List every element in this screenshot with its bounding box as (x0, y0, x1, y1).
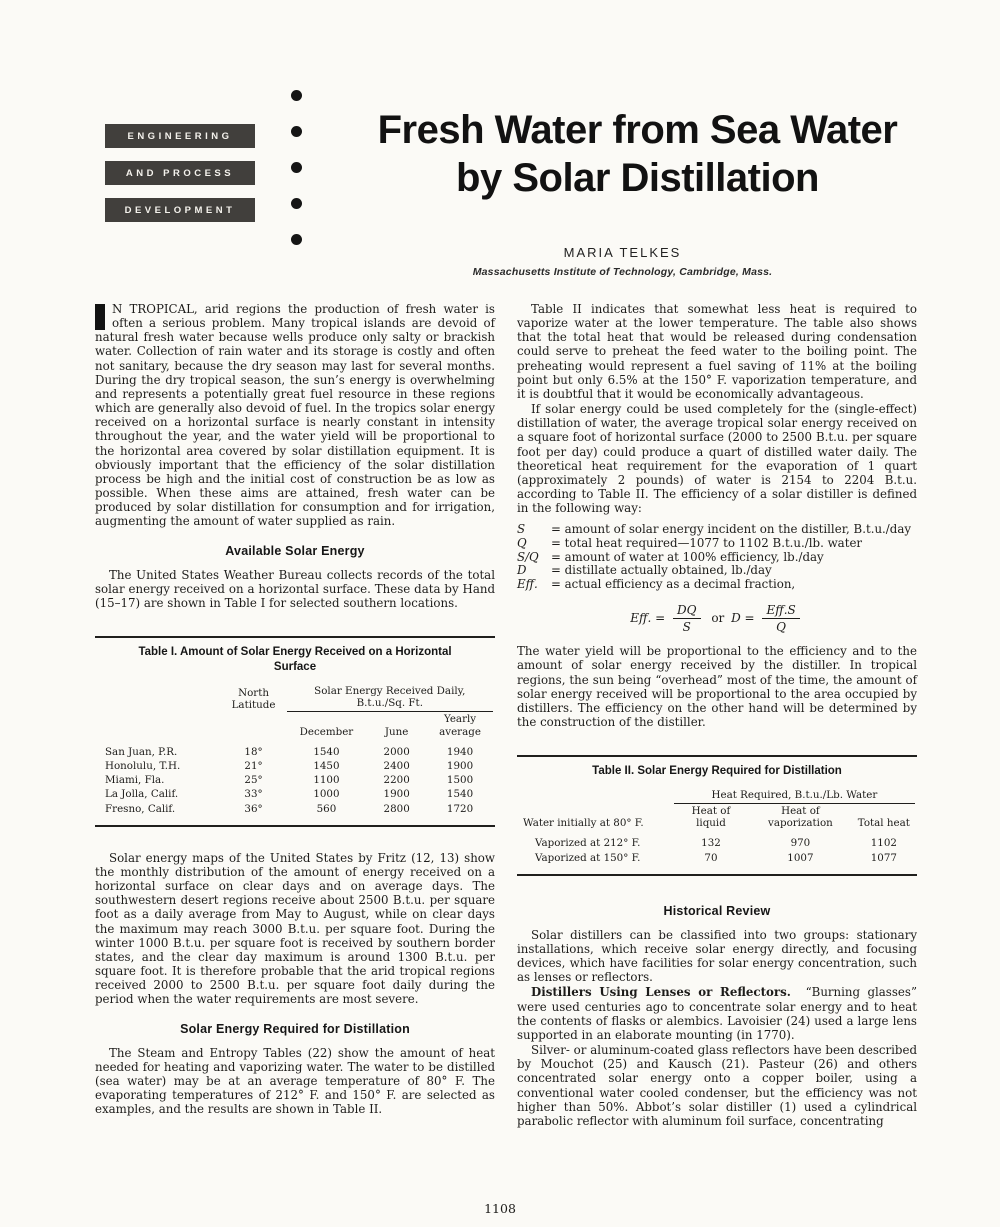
table-2-group-header: Heat Required, B.t.u./Lb. Water (674, 788, 915, 804)
table-row (97, 802, 493, 816)
cell-latitude: 21° (244, 760, 263, 773)
cell-june: 2800 (383, 802, 410, 815)
bullet-dot-icon (291, 90, 302, 101)
definition-text: = total heat required—1077 to 1102 B.t.u./lb. water (551, 535, 863, 550)
cell-latitude: 25° (244, 774, 263, 787)
badge-and-process: AND PROCESS (105, 161, 255, 185)
bullet-dot-icon (291, 234, 302, 245)
paragraph-table2-indicates: Table II indicates that somewhat less heat is required to vaporize water at the lower temperature. The table also shows that the total heat that would be released during condensation could serve to preheat the feed water to the boiling point. The preheating would represent a fuel saving of 11% at the boiling point but only 6.5% at the 150° F. vaporization temperature, and it is doubtful that it would be economically advantageous. (517, 302, 917, 401)
definition-term: Q (517, 535, 527, 550)
cell-location: Miami, Fla. (105, 774, 165, 787)
cell-june: 2000 (383, 745, 410, 758)
equation-lhs2: D = (731, 611, 755, 626)
paragraph-silver-reflectors: Silver- or aluminum-coated glass reflectors have been described by Mouchot (25) and Kausch (21). Pasteur (26) and others concentrated solar energy onto a copper boiler, using a conventional water cooled condenser, but the efficiency was not higher than 50%. Abbot’s solar distiller (1) used a cylindrical parabolic reflector with aluminum foil surface, concentrating (517, 1043, 917, 1128)
article-title-line1: Fresh Water from Sea Water (377, 108, 898, 152)
section-badges (105, 124, 255, 235)
drop-cap (95, 304, 105, 330)
table-1-caption-line1: Table I. Amount of Solar Energy Received on a Horizontal (138, 645, 452, 658)
table-2-col-liquid: Heat of liquid (691, 804, 731, 830)
table-2 (517, 755, 917, 876)
table-row (97, 759, 493, 773)
paragraph-two-groups: Solar distillers can be classified into two groups: stationary installations, which receive solar energy directly, and focusing devices, which have facilities for solar energy concentration, such as lenses or reflectors. (517, 927, 917, 985)
article-title (330, 106, 945, 202)
intro-paragraph-text: N TROPICAL, arid regions the production of fresh water is often a serious problem. Many tropical islands are devoid of natural fresh water because wells produce only salty or brackish water. Collection of rain water and its storage is costly and often not sanitary, because the dry season may last for several months. During the dry tropical season, the sun’s energy is overwhelming and represents a potentially great fuel resource in these regions which are generally also devoid of fuel. In the tropics solar energy received on a horizontal surface is nearly constant in intensity throughout the year, and the water yield will be proportional to the horizontal area covered by solar distillation equipment. It is obviously important that the efficiency of the solar distillation process be high and the initial cost of construction be as low as possible. When these aims are attained, fresh water can be produced by solar distillation for consumption and for irrigation, augmenting the amount of water supplied as rain. (95, 302, 495, 529)
equation-lhs1: Eff. = (630, 611, 666, 626)
cell-december: 1540 (313, 745, 340, 758)
cell-december: 560 (316, 802, 337, 815)
table-2-grid (519, 788, 915, 865)
cell-june: 2400 (383, 760, 410, 773)
fraction-effs-q (762, 603, 799, 634)
cell-total-heat: 1102 (870, 837, 897, 850)
intro-paragraph (95, 302, 495, 529)
table-2-caption: Table II. Solar Energy Required for Distillation (592, 765, 842, 778)
cell-label: Vaporized at 212° F. (535, 837, 641, 850)
cell-location: Fresno, Calif. (105, 802, 176, 815)
definition-text: = distillate actually obtained, lb./day (551, 563, 772, 578)
cell-location: San Juan, P.R. (105, 745, 178, 758)
table-1-caption (97, 645, 493, 676)
badge-development: DEVELOPMENT (105, 198, 255, 222)
paragraph-lead: Distillers Using Lenses or Reflectors. (531, 985, 791, 1000)
definition-row (517, 551, 917, 565)
definition-term: D (517, 563, 527, 578)
definition-term: S/Q (517, 549, 539, 564)
cell-december: 1100 (313, 774, 340, 787)
table-1-group-header: Solar Energy Received Daily, B.t.u./Sq. Ft. (287, 684, 493, 712)
cell-june: 1900 (383, 788, 410, 801)
cell-heat-vaporization: 1007 (787, 851, 814, 864)
cell-location: La Jolla, Calif. (105, 788, 179, 801)
cell-yearly: 1540 (446, 788, 474, 801)
equation-or: or (711, 611, 725, 626)
cell-label: Vaporized at 150° F. (535, 851, 641, 864)
table-1-col-latitude: North Latitude (231, 686, 276, 711)
table-2-col-total: Total heat (857, 817, 910, 830)
badge-engineering: ENGINEERING (105, 124, 255, 148)
table-row (97, 745, 493, 759)
cell-yearly: 1720 (446, 802, 474, 815)
fraction-numerator: DQ (673, 603, 700, 619)
section-heading-available-solar-energy: Available Solar Energy (225, 543, 365, 558)
author-name: MARIA TELKES (563, 245, 682, 260)
definition-text: = actual efficiency as a decimal fraction, (551, 576, 796, 591)
table-1-caption-line2: Surface (273, 661, 317, 674)
article-header (0, 0, 1000, 302)
cell-heat-liquid: 132 (701, 837, 721, 850)
article-title-line2: by Solar Distillation (456, 156, 819, 200)
cell-latitude: 18° (244, 745, 263, 758)
table-1-grid (97, 684, 493, 816)
table-row (519, 836, 915, 850)
paragraph-weather-bureau: The United States Weather Bureau collects records of the total solar energy received on a horizontal surface. These data by Hand (15–17) are shown in Table I for selected southern locations. (95, 567, 495, 610)
cell-location: Honolulu, T.H. (105, 760, 181, 773)
cell-heat-vaporization: 970 (790, 837, 811, 850)
fraction-denominator: S (682, 620, 691, 635)
paragraph-water-yield: The water yield will be proportional to the efficiency and to the amount of solar energy received by the distiller. In tropical regions, the sun being “overhead” most of the time, the amount of solar energy received will be proportional to the area occupied by distillers. The efficiency on the other hand will be determined by the construction of the distiller. (517, 644, 917, 730)
cell-latitude: 36° (244, 802, 263, 815)
bullet-dot-icon (291, 198, 302, 209)
section-heading-solar-energy-required: Solar Energy Required for Distillation (180, 1021, 410, 1036)
cell-yearly: 1500 (446, 774, 474, 787)
definition-term: Eff. (517, 576, 538, 591)
cell-latitude: 33° (244, 788, 263, 801)
cell-december: 1450 (313, 760, 340, 773)
definition-list (517, 523, 917, 591)
table-1-stub-header (97, 684, 220, 712)
cell-total-heat: 1077 (870, 851, 897, 864)
efficiency-equation (517, 603, 917, 634)
cell-heat-liquid: 70 (704, 851, 718, 864)
cell-yearly: 1900 (446, 760, 474, 773)
fraction-numerator: Eff.S (762, 603, 799, 619)
table-1-col-december: December (299, 725, 354, 738)
definition-row (517, 578, 917, 592)
section-heading-historical-review: Historical Review (663, 903, 771, 918)
title-block (330, 106, 945, 202)
definition-row (517, 523, 917, 537)
bullet-dot-icon (291, 162, 302, 173)
paragraph-lead-rest: “Burning glasses” were used centuries ago to concentrate solar energy and to heat the contents of flasks or alembics. Lavoisier (24) used a large lens supported in an elaborate mounting (in 1770). (517, 985, 917, 1042)
definition-term: S (517, 522, 526, 537)
definition-text: = amount of solar energy incident on the distiller, B.t.u./day (551, 522, 912, 537)
table-1 (95, 636, 495, 827)
fraction-denominator: Q (776, 620, 787, 635)
right-column (517, 302, 917, 1128)
bullet-dot-icon (291, 126, 302, 137)
cell-december: 1000 (313, 788, 340, 801)
byline (300, 245, 945, 278)
table-2-col-vaporization: Heat of vaporization (768, 804, 833, 830)
cell-june: 2200 (383, 774, 410, 787)
definition-row (517, 564, 917, 578)
table-2-stub-header: Water initially at 80° F. (523, 817, 644, 830)
table-row (97, 773, 493, 787)
article-body (0, 302, 1000, 1128)
decorative-dot-column (291, 90, 302, 270)
author-affiliation: Massachusetts Institute of Technology, Cambridge, Mass. (472, 266, 773, 278)
cell-yearly: 1940 (446, 745, 474, 758)
left-column (95, 302, 495, 1128)
paragraph-solar-maps: Solar energy maps of the United States by Fritz (12, 13) show the monthly distribution of the amount of energy received on a horizontal surface on clear days and on average days. The southwestern desert regions receive about 2500 B.t.u. per square foot as a daily average from May to August, while on clear days the maximum may reach 3000 B.t.u. per square foot. During the winter 1000 B.t.u. per square foot is received by southern border states, and the clear day maximum is around 1300 B.t.u. per square foot. It is therefore probable that the arid tropical regions received 2000 to 2500 B.t.u. per square foot daily during the period when the water requirements are most severe. (95, 850, 495, 1007)
table-row (97, 787, 493, 801)
fraction-dq-s (673, 603, 700, 634)
page-number: 1108 (484, 1201, 516, 1216)
definition-text: = amount of water at 100% efficiency, lb./day (551, 549, 824, 564)
table-1-col-yearly: Yearly average (439, 713, 481, 738)
table-row (519, 851, 915, 865)
table-1-col-june: June (384, 725, 409, 738)
paragraph-steam-tables: The Steam and Entropy Tables (22) show the amount of heat needed for heating and vaporizing water. The water to be distilled (sea water) may be at an average temperature of 80° F. The evaporating temperatures of 212° F. and 150° F. are selected as examples, and the results are shown in Table II. (95, 1045, 495, 1117)
paragraph-lenses-reflectors (517, 985, 917, 1042)
paragraph-single-effect: If solar energy could be used completely for the (single-effect) distillation of water, the average tropical solar energy received on a square foot of horizontal surface (2000 to 2500 B.t.u. per square foot per day) could produce a quart of distilled water daily. The theoretical heat requirement for the evaporation of 1 quart (approximately 2 pounds) of water is 2154 to 2204 B.t.u. according to Table II. The efficiency of a solar distiller is defined in the following way: (517, 402, 917, 516)
definition-row (517, 537, 917, 551)
